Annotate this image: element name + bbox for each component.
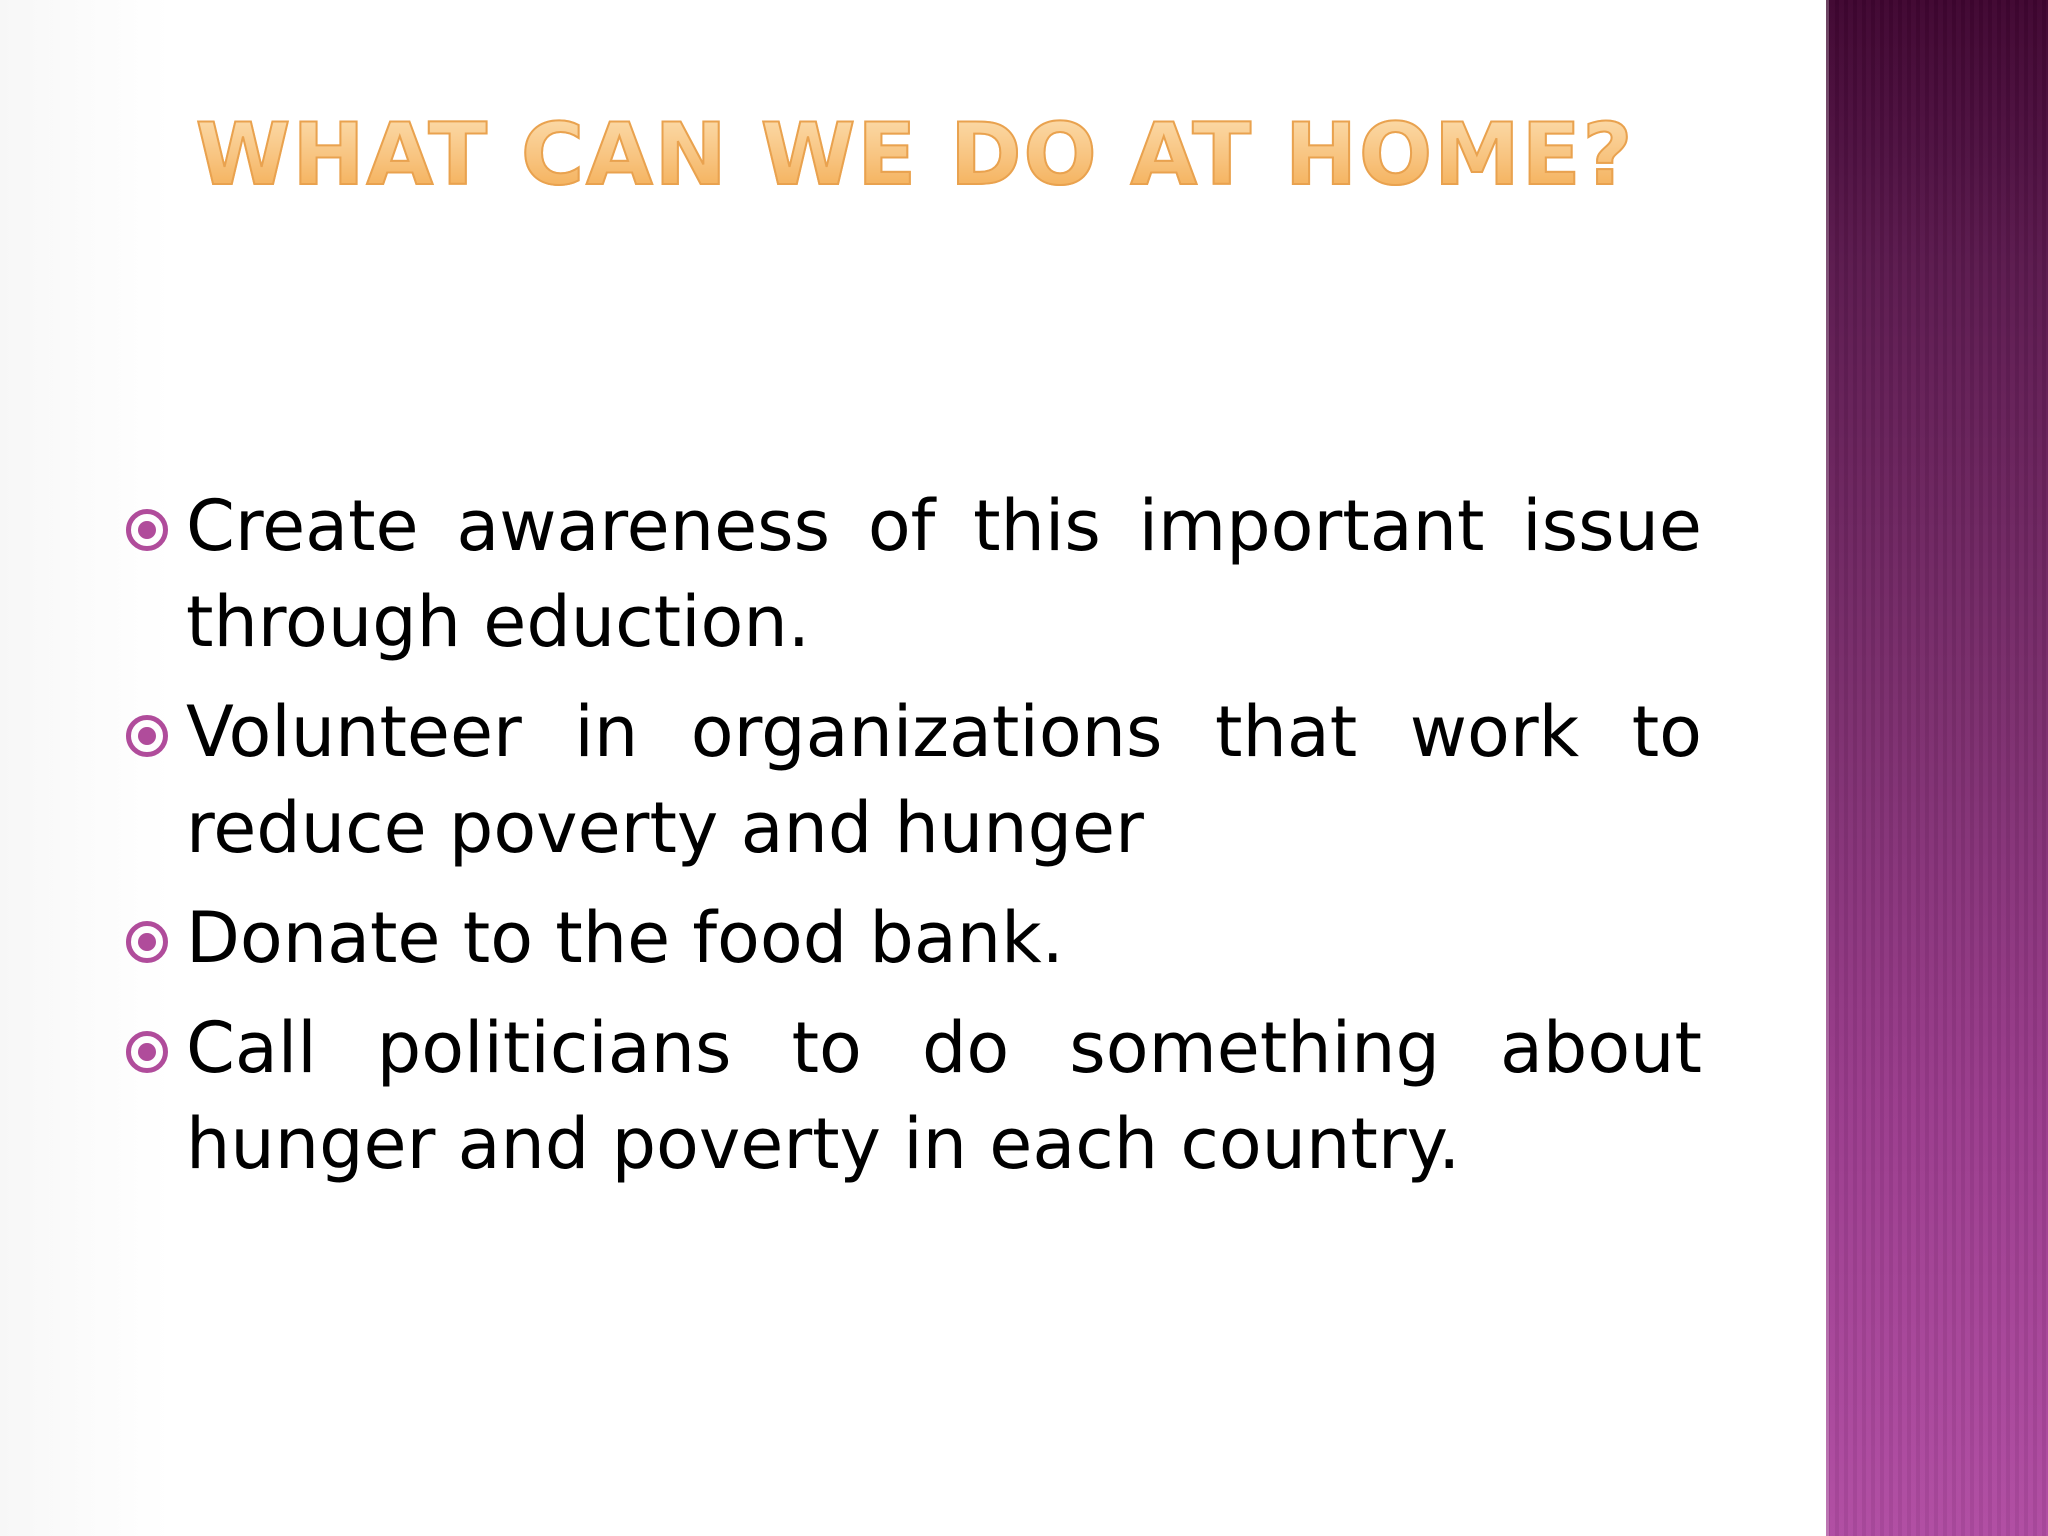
target-bullet-icon	[126, 715, 168, 757]
bullet-list	[126, 478, 1702, 1206]
slide-title: WHAT CAN WE DO AT HOME?	[180, 100, 1650, 210]
bullet-text: Call politicians to do something about hunger and poverty in each country.	[186, 1007, 1702, 1185]
bullet-text: Create awareness of this important issue through eduction.	[186, 485, 1702, 663]
bullet-item	[126, 478, 1702, 670]
side-bar-texture	[1826, 0, 2048, 1536]
bullet-item	[126, 1000, 1702, 1192]
bullet-text: Volunteer in organizations that work to reduce poverty and hunger	[186, 691, 1702, 869]
target-bullet-icon	[126, 921, 168, 963]
target-bullet-icon	[126, 1031, 168, 1073]
bullet-item	[126, 890, 1702, 986]
target-bullet-icon	[126, 509, 168, 551]
side-bar-edge	[1826, 0, 1829, 1536]
bullet-item	[126, 684, 1702, 876]
decorative-side-bar	[1826, 0, 2048, 1536]
bullet-text: Donate to the food bank.	[186, 897, 1064, 979]
